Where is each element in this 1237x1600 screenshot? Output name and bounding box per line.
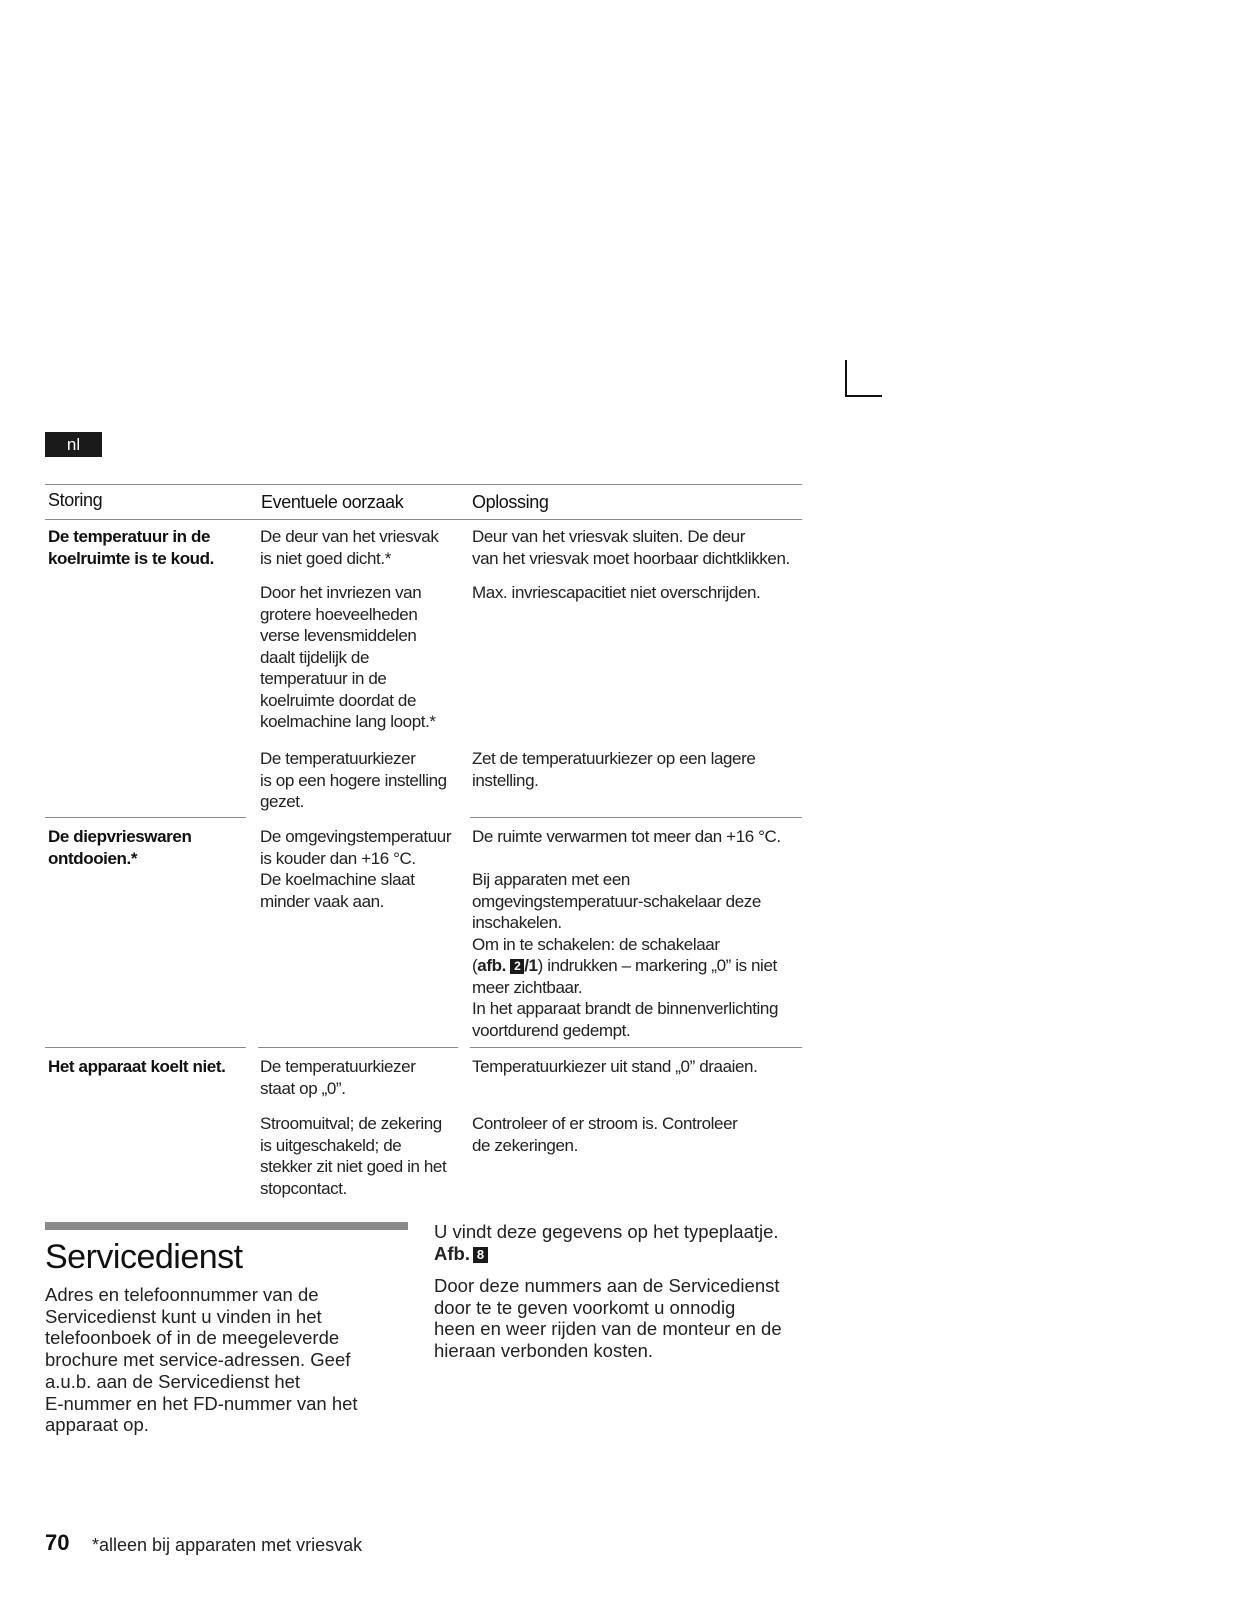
oplossing-schakelaar-text-2: ) indrukken – markering „0” is niet meer zichtbaar. In het apparaat brandt de binnenverlichting voortdurend gedempt. — [472, 956, 779, 1040]
row2-divider-oorzaak — [258, 1047, 458, 1048]
row1-divider-oplossing — [470, 817, 802, 818]
oplossing-ruimte-verwarmen: De ruimte verwarmen tot meer dan +16 °C. — [472, 827, 781, 846]
row2-divider-oplossing — [470, 1047, 802, 1048]
oplossing-uit-stand-0: Temperatuurkiezer uit stand „0” draaien. — [472, 1057, 758, 1076]
footnote: *alleen bij apparaten met vriesvak — [92, 1535, 363, 1555]
storing-koelt-niet: Het apparaat koelt niet. — [48, 1057, 226, 1076]
storing-diepvrieswaren: De diepvrieswaren ontdooien.* — [48, 827, 192, 868]
oplossing-schakelaar-text-1: Bij apparaten met een omgevingstemperatuur-schakelaar deze inschakelen. Om in te schakelen: de schakelaar ( — [472, 870, 761, 975]
typeplaatje-text: U vindt deze gegevens op het typeplaatje. — [434, 1221, 779, 1242]
table-top-rule — [45, 484, 802, 485]
row2-divider-storing — [45, 1047, 246, 1048]
header-eventuele-oorzaak: Eventuele oorzaak — [261, 492, 404, 512]
table-header-rule — [45, 519, 802, 520]
oorzaak-temperatuurkiezer-hoog: De temperatuurkiezer is op een hogere instelling gezet. — [260, 749, 447, 811]
oplossing-schakelaar — [472, 869, 778, 1041]
language-badge: nl — [45, 432, 102, 457]
storing-te-koud: De temperatuur in de koelruimte is te koud. — [48, 527, 214, 568]
oorzaak-stand-0: De temperatuurkiezer staat op „0”. — [260, 1057, 416, 1098]
oplossing-stroom-controleren: Controleer of er stroom is. Controleer de zekeringen. — [472, 1114, 738, 1155]
oorzaak-invriezen: Door het invriezen van grotere hoeveelheden verse levensmiddelen daalt tijdelijk de temperatuur in de koelruimte doordat de koelmachine lang loopt.* — [260, 583, 436, 731]
oplossing-lagere-instelling: Zet de temperatuurkiezer op een lagere instelling. — [472, 749, 756, 790]
afb-label: Afb. — [434, 1242, 470, 1264]
oorzaak-deur-vriesvak: De deur van het vriesvak is niet goed dicht.* — [260, 527, 439, 568]
section-title-servicedienst: Servicedienst — [45, 1238, 243, 1276]
section-divider-bar — [45, 1222, 408, 1230]
header-oplossing: Oplossing — [472, 492, 549, 512]
oplossing-invriescapaciteit: Max. invriescapacitiet niet overschrijden. — [472, 583, 761, 602]
figure-ref-label: afb. — [477, 956, 506, 975]
page-number: 70 — [45, 1530, 70, 1555]
figure-8-badge: 8 — [473, 1247, 488, 1263]
row1-divider-storing — [45, 817, 246, 818]
oorzaak-stroomuitval: Stroomuitval; de zekering is uitgeschakeld; de stekker zit niet goed in het stopcontact. — [260, 1114, 447, 1198]
servicedienst-left-paragraph: Adres en telefoonnummer van de Servicedienst kunt u vinden in het telefoonboek of in de meegeleverde brochure met service-adressen. Geef a.u.b. aan de Servicedienst het E-nummer en het FD-nummer van het apparaat op. — [45, 1284, 358, 1436]
oplossing-deur-sluiten: Deur van het vriesvak sluiten. De deur van het vriesvak moet hoorbaar dichtklikken. — [472, 527, 790, 568]
servicedienst-right-paragraph-2: Door deze nummers aan de Servicedienst door te te geven voorkomt u onnodig heen en weer rijden van de monteur en de hieraan verbonden kosten. — [434, 1275, 782, 1362]
crop-mark-vertical — [845, 360, 847, 397]
oorzaak-omgevingstemperatuur: De omgevingstemperatuur is kouder dan +16 °C. De koelmachine slaat minder vaak aan. — [260, 827, 452, 911]
header-storing: Storing — [48, 490, 103, 510]
figure-number-badge: 2 — [510, 959, 524, 974]
servicedienst-right-paragraph-1 — [434, 1221, 814, 1264]
crop-mark-horizontal — [845, 395, 882, 397]
figure-item-ref: /1 — [524, 956, 538, 975]
